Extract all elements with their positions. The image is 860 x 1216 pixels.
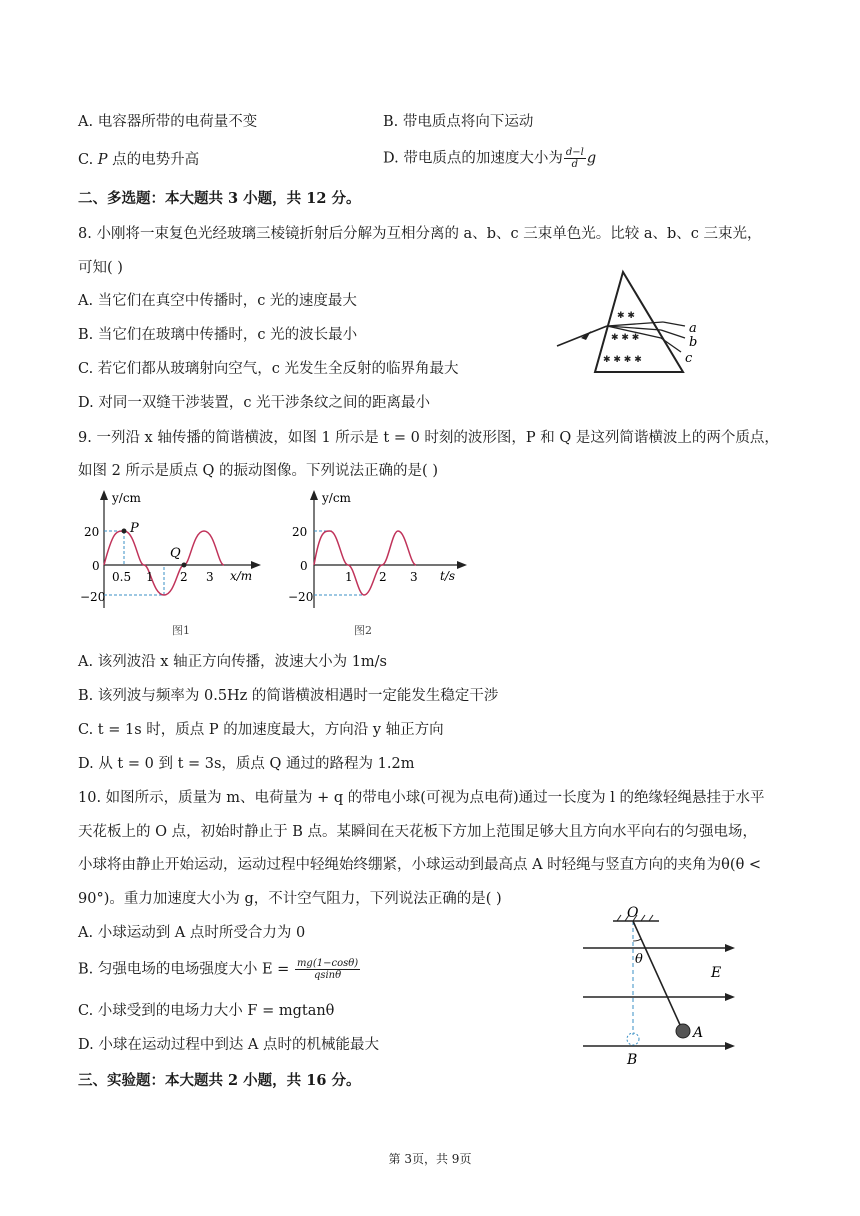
fig2-xtick-3: 3 xyxy=(410,570,418,584)
fig2-xtick-1: 1 xyxy=(345,570,353,584)
svg-text:✱ ✱ ✱: ✱ ✱ ✱ xyxy=(611,333,640,343)
q9-option-c: C. t = 1s 时，质点 P 的加速度最大，方向沿 y 轴正方向 xyxy=(78,722,444,738)
q10-option-a: A. 小球运动到 A 点时所受合力为 0 xyxy=(78,925,306,941)
q9-stem-line1: 9. 一列沿 x 轴传播的简谐横波，如图 1 所示是 t = 0 时刻的波形图，P 和 Q 是这列简谐横波上的两个质点， xyxy=(78,430,779,446)
q9-option-d: D. 从 t = 0 到 t = 3s，质点 Q 通过的路程为 1.2m xyxy=(78,756,415,772)
svg-text:✱ ✱ ✱ ✱: ✱ ✱ ✱ ✱ xyxy=(603,355,642,365)
field-label-e: E xyxy=(711,965,722,981)
fig1-wave-curve xyxy=(104,531,224,595)
q8-stem-line2: 可知( ) xyxy=(78,260,123,276)
charged-ball xyxy=(676,1024,690,1038)
prism-figure xyxy=(555,268,715,380)
section-heading-multiple-choice: 二、多选题：本大题共 3 小题，共 12 分。 xyxy=(78,190,361,207)
q10-option-c: C. 小球受到的电场力大小 F = mgtanθ xyxy=(78,1003,335,1019)
q7-option-c: C. P 点的电势升高 xyxy=(78,152,200,168)
fig1-xtick-2: 2 xyxy=(180,570,188,584)
pendulum-electric-field-figure xyxy=(575,905,745,1070)
angle-label-theta: θ xyxy=(635,952,643,967)
q8-option-a: A. 当它们在真空中传播时，c 光的速度最大 xyxy=(78,293,357,309)
section-heading-experiment: 三、实验题：本大题共 2 小题，共 16 分。 xyxy=(78,1072,361,1089)
q10-stem-line4: 90°)。重力加速度大小为 g，不计空气阻力，下列说法正确的是( ) xyxy=(78,891,502,907)
fig1-ylabel: y/cm xyxy=(112,491,141,505)
vibration-graph-figure-2 xyxy=(282,488,472,648)
q7-option-a: A. 电容器所带的电荷量不变 xyxy=(78,114,258,130)
fig1-caption: 图1 xyxy=(172,624,190,637)
fig1-xtick-0.5: 0.5 xyxy=(112,570,132,584)
pivot-label-o: O xyxy=(627,905,639,921)
fig2-ytick-20: 20 xyxy=(292,525,308,539)
q8-stem-line1: 8. 小刚将一束复色光经玻璃三棱镜折射后分解为互相分离的 a、b、c 三束单色光。比较 a、b、c 三束光， xyxy=(78,226,762,242)
fig2-ytick-neg20: −20 xyxy=(288,590,314,604)
ray-label-a: a xyxy=(689,321,697,336)
point-label-a: A xyxy=(693,1025,704,1041)
fig1-ytick-20: 20 xyxy=(84,525,100,539)
q9-stem-line2: 如图 2 所示是质点 Q 的振动图像。下列说法正确的是( ) xyxy=(78,463,438,479)
fig1-label-p: P xyxy=(130,521,139,536)
fig1-ytick-neg20: −20 xyxy=(80,590,106,604)
ray-label-b: b xyxy=(689,335,698,350)
fig1-xtick-3: 3 xyxy=(206,570,214,584)
q9-option-a: A. 该列波沿 x 轴正方向传播，波速大小为 1m/s xyxy=(78,654,387,670)
q10-stem-line1: 10. 如图所示，质量为 m、电荷量为 + q 的带电小球(可视为点电荷)通过一长度为 l 的绝缘轻绳悬挂于水平 xyxy=(78,790,765,806)
q10-option-b: B. 匀强电场的电场强度大小 E = $\frac{mg(1-\cos\theta)}{qsin\theta}$ xyxy=(78,958,359,981)
q10-stem-line3: 小球将由静止开始运动，运动过程中轻绳始终绷紧，小球运动到最高点 A 时轻绳与竖直方向的夹角为θ(θ < xyxy=(78,857,762,873)
fig1-point-p xyxy=(122,529,127,534)
q7-option-b: B. 带电质点将向下运动 xyxy=(383,114,534,130)
fig2-vibration-curve xyxy=(314,531,416,595)
q8-option-b: B. 当它们在玻璃中传播时，c 光的波长最小 xyxy=(78,327,358,343)
fig1-ytick-0: 0 xyxy=(92,559,100,573)
fig2-ytick-0: 0 xyxy=(300,559,308,573)
fig1-label-q: Q xyxy=(170,546,181,561)
wave-graph-figure-1 xyxy=(80,488,270,648)
fig1-point-q xyxy=(182,563,187,568)
q9-option-b: B. 该列波与频率为 0.5Hz 的简谐横波相遇时一定能发生稳定干涉 xyxy=(78,688,499,704)
svg-text:✱ ✱: ✱ ✱ xyxy=(617,311,635,321)
q10-stem-line2: 天花板上的 O 点，初始时静止于 B 点。某瞬间在天花板下方加上范围足够大且方向水平向右的匀强电场， xyxy=(78,824,757,840)
fig2-ylabel: y/cm xyxy=(322,491,351,505)
point-label-b: B xyxy=(627,1052,638,1068)
fig2-xlabel: t/s xyxy=(440,569,456,583)
q10-option-d: D. 小球在运动过程中到达 A 点时的机械能最大 xyxy=(78,1037,380,1053)
page-footer: 第 3页，共 9页 xyxy=(388,1152,472,1166)
fig2-xtick-2: 2 xyxy=(379,570,387,584)
q8-option-c: C. 若它们都从玻璃射向空气，c 光发生全反射的临界角最大 xyxy=(78,361,459,377)
fig2-caption: 图2 xyxy=(354,624,372,637)
fig1-xlabel: x/m xyxy=(230,569,253,583)
q7-option-d: D. 带电质点的加速度大小为 $\frac{d-l}{d}$ g xyxy=(383,147,597,170)
ray-label-c: c xyxy=(685,351,693,366)
q8-option-d: D. 对同一双缝干涉装置，c 光干涉条纹之间的距离最小 xyxy=(78,395,431,411)
fig1-xtick-1: 1 xyxy=(146,570,154,584)
